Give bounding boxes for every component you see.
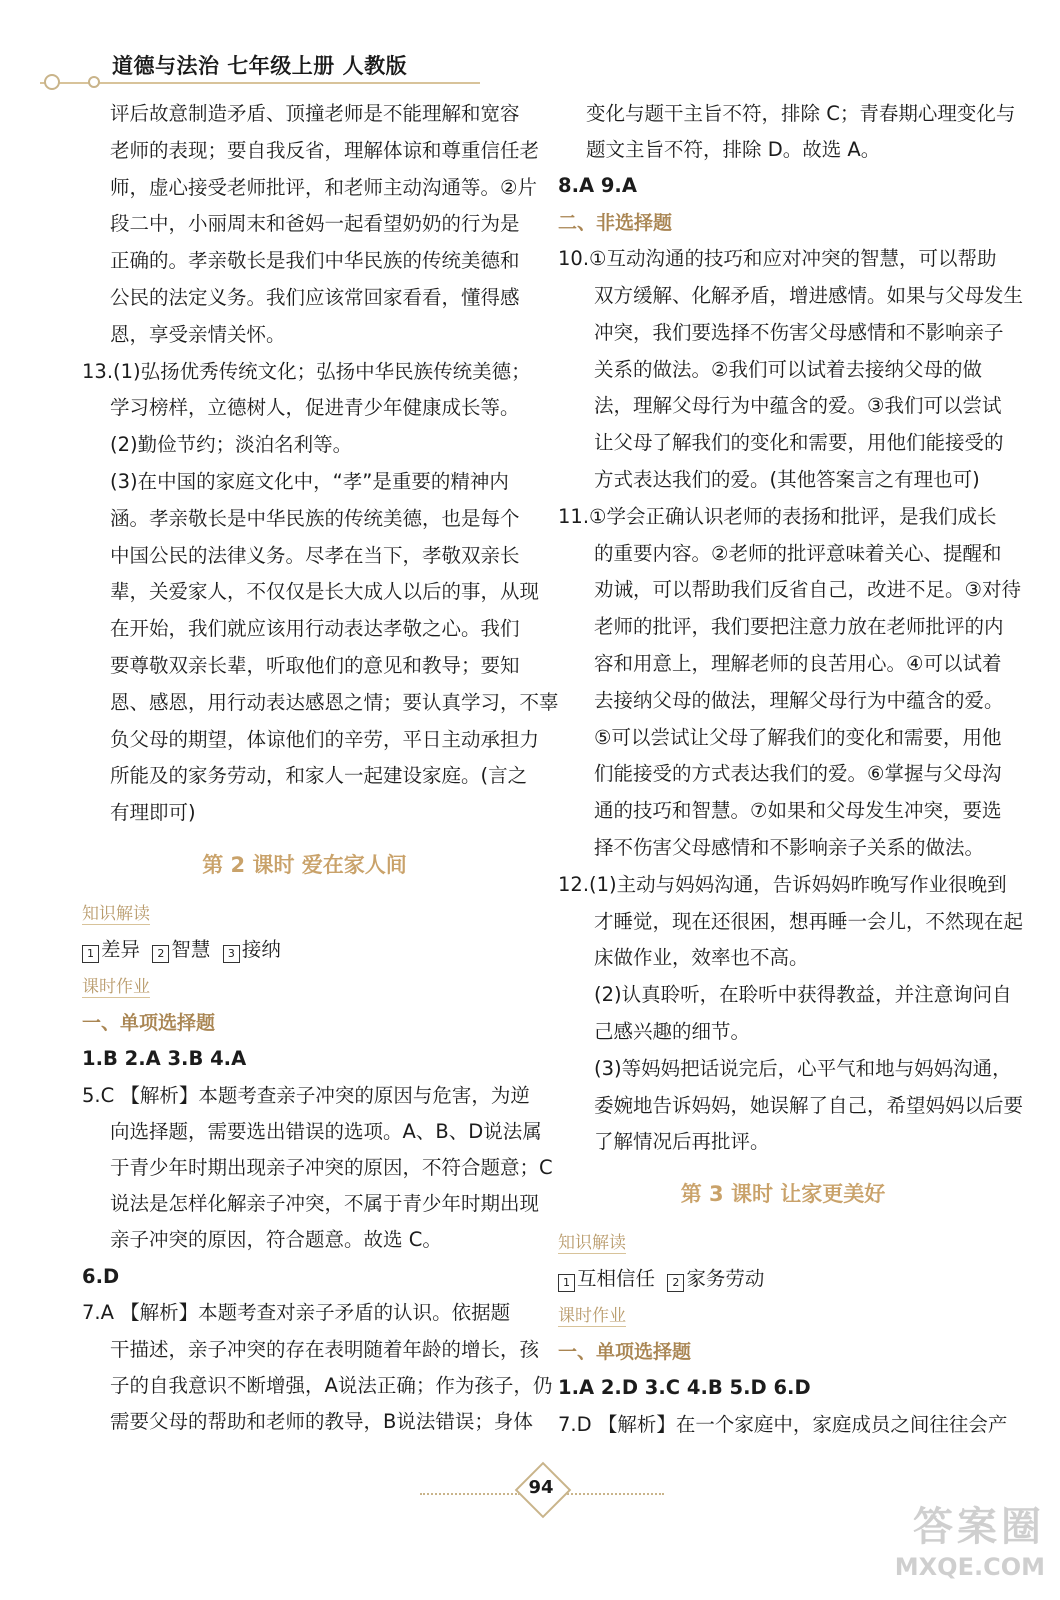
text-line: (2)认真聆听，在聆听中获得教益，并注意询问自 — [594, 983, 1012, 1007]
number-box: 2 — [152, 945, 169, 963]
text-line: 老师的表现；要自我反省，理解体谅和尊重信任老 — [110, 138, 540, 162]
knowledge-answers: 1 差异 2 智慧 3 接纳 — [82, 932, 527, 969]
text-line: 法，理解父母行为中蕴含的爱。③我们可以尝试 — [594, 394, 1002, 418]
text-line: 恩、感恩，用行动表达感恩之情；要认真学习，不辜 — [110, 690, 559, 714]
text-line: 冲突，我们要选择不伤害父母感情和不影响亲子 — [594, 320, 1004, 344]
text-line: 的重要内容。②老师的批评意味着关心、提醒和 — [594, 541, 1002, 565]
text-line: 题文主旨不符，排除 D。故选 A。 — [586, 138, 881, 162]
text-line: 负父母的期望，体谅他们的辛劳，平日主动承担力 — [110, 727, 540, 751]
text-line: 公民的法定义务。我们应该常回家看看，懂得感 — [110, 285, 520, 309]
text-line: 通的技巧和智慧。⑦如果和父母发生冲突，要选 — [594, 799, 1002, 823]
text-line: 变化与题干主旨不符，排除 C；青春期心理变化与 — [586, 102, 1016, 125]
lesson-3-title: 第 3 课时 让家更美好 — [680, 1182, 886, 1207]
section-heading: 二、非选择题 — [558, 212, 673, 235]
page-header — [0, 0, 1060, 100]
text-line: 有理即可) — [110, 801, 196, 825]
text-line: 中国公民的法律义务。尽孝在当下，孝敬双亲长 — [110, 543, 520, 567]
text-line: 去接纳父母的做法，理解父母行为中蕴含的爱。 — [594, 688, 1004, 712]
text-line: 需要父母的帮助和老师的教导，B说法错误；身体 — [110, 1409, 533, 1433]
text-line: 委婉地告诉妈妈，她误解了自己，希望妈妈以后要 — [594, 1093, 1024, 1117]
text-line: 7.A 【解析】本题考查对亲子矛盾的认识。依据题 — [82, 1301, 511, 1325]
text-line: 在开始，我们就应该用行动表达孝敬之心。我们 — [110, 617, 520, 641]
text-line: 7.D 【解析】在一个家庭中，家庭成员之间往往会产 — [558, 1412, 1008, 1436]
number-box: 1 — [558, 1274, 575, 1292]
text-line: 床做作业，效率也不高。 — [594, 946, 809, 970]
text-line: 劝诫，可以帮助我们反省自己，改进不足。③对待 — [594, 578, 1021, 602]
watermark-url: MXQE.COM — [894, 1553, 1045, 1581]
text-line: 10.①互动沟通的技巧和应对冲突的智慧，可以帮助 — [558, 247, 997, 271]
text-line: 亲子冲突的原因，符合题意。故选 C。 — [110, 1228, 442, 1252]
text-line: 要尊敬双亲长辈，听取他们的意见和教导；要知 — [110, 653, 520, 677]
text-line: 子的自我意识不断增强，A说法正确；作为孩子，仍 — [110, 1373, 553, 1397]
text-line: 于青少年时期出现亲子冲突的原因，不符合题意；C — [110, 1155, 553, 1179]
text-line: 12.(1)主动与妈妈沟通，告诉妈妈昨晚写作业很晚到 — [558, 872, 1007, 896]
text-line: 己感兴趣的细节。 — [594, 1019, 751, 1043]
text-line: 方式表达我们的爱。(其他答案言之有理也可) — [594, 467, 980, 491]
book-title: 道德与法治 七年级上册 人教版 — [112, 54, 408, 78]
text-line: 师，虚心接受老师批评，和老师主动沟通等。②片 — [110, 175, 537, 199]
text-line: 恩，享受亲情关怀。 — [110, 322, 286, 346]
footer-dots — [420, 1493, 520, 1495]
section-heading: 一、单项选择题 — [82, 1011, 216, 1034]
left-column — [82, 96, 559, 1440]
knowledge-answers: 1 互相信任 2 家务劳动 — [558, 1261, 1008, 1298]
text-line: 们能接受的方式表达我们的爱。⑥掌握与父母沟 — [594, 762, 1002, 786]
footer-dots — [564, 1493, 664, 1495]
text-line: (3)等妈妈把话说完后，心平气和地与妈妈沟通， — [594, 1056, 1012, 1080]
answer-line: 1.B 2.A 3.B 4.A — [82, 1046, 247, 1070]
text-line: 11.①学会正确认识老师的表扬和批评，是我们成长 — [558, 504, 997, 528]
page-number: 94 — [528, 1477, 554, 1498]
number-box: 1 — [82, 945, 99, 963]
right-column — [558, 96, 1024, 1443]
text-line: 段二中，小丽周末和爸妈一起看望奶奶的行为是 — [110, 212, 520, 236]
knowledge-label: 知识解读 — [82, 903, 150, 924]
text-line: 5.C 【解析】本题考查亲子冲突的原因与危害，为逆 — [82, 1083, 530, 1107]
text-line: (2)勤俭节约；淡泊名利等。 — [110, 433, 353, 457]
question-13: 13.(1)弘扬优秀传统文化；弘扬中华民族传统美德； — [82, 359, 531, 383]
text-line: ⑤可以尝试让父母了解我们的变化和需要，用他 — [594, 725, 1002, 749]
header-ornament — [88, 76, 100, 88]
section-heading: 一、单项选择题 — [558, 1340, 692, 1363]
homework-label: 课时作业 — [558, 1305, 626, 1326]
header-rule — [40, 82, 480, 84]
text-line: 了解情况后再批评。 — [594, 1130, 770, 1154]
text-line: 所能及的家务劳动，和家人一起建设家庭。(言之 — [110, 764, 528, 788]
text-line: 涵。孝亲敬长是中华民族的传统美德，也是每个 — [110, 506, 520, 530]
answer-line: 6.D — [82, 1264, 120, 1288]
watermark-logo-text: 答案圈 — [913, 1504, 1045, 1550]
answer-line: 1.A 2.D 3.C 4.B 5.D 6.D — [558, 1375, 811, 1399]
text-line: 才睡觉，现在还很困，想再睡一会儿，不然现在起 — [594, 909, 1024, 933]
header-ornament — [44, 74, 60, 90]
text-line: 学习榜样，立德树人，促进青少年健康成长等。 — [110, 396, 520, 420]
text-line: 双方缓解、化解矛盾，增进感情。如果与父母发生 — [594, 284, 1024, 307]
text-line: 向选择题，需要选出错误的选项。A、B、D说法属 — [110, 1119, 542, 1143]
text-line: 说法是怎样化解亲子冲突，不属于青少年时期出现 — [110, 1192, 540, 1216]
watermark — [855, 1495, 1055, 1595]
text-line: 让父母了解我们的变化和需要，用他们能接受的 — [594, 431, 1004, 455]
number-box: 3 — [223, 945, 240, 963]
knowledge-label: 知识解读 — [558, 1233, 626, 1254]
lesson-2-title: 第 2 课时 爱在家人间 — [202, 852, 407, 877]
text-line: 择不伤害父母感情和不影响亲子关系的做法。 — [594, 835, 985, 859]
question-number: 13. — [82, 359, 114, 383]
number-box: 2 — [667, 1274, 684, 1292]
text-line: 老师的批评，我们要把注意力放在老师批评的内 — [594, 615, 1004, 639]
homework-label: 课时作业 — [82, 976, 150, 997]
text-line: 容和用意上，理解老师的良苦用心。④可以试着 — [594, 651, 1002, 675]
answer-line: 8.A 9.A — [558, 174, 637, 198]
text-line: 正确的。孝亲敬长是我们中华民族的传统美德和 — [110, 249, 520, 273]
text-line: 关系的做法。②我们可以试着去接纳父母的做 — [594, 357, 982, 381]
text-line: 干描述，亲子冲突的存在表明随着年龄的增长，孩 — [110, 1337, 540, 1361]
text-line: 辈，关爱家人，不仅仅是长大成人以后的事，从现 — [110, 580, 540, 604]
text-line: (3)在中国的家庭文化中，“孝”是重要的精神内 — [110, 469, 509, 493]
text-line: 评后故意制造矛盾、顶撞老师是不能理解和宽容 — [110, 102, 520, 125]
